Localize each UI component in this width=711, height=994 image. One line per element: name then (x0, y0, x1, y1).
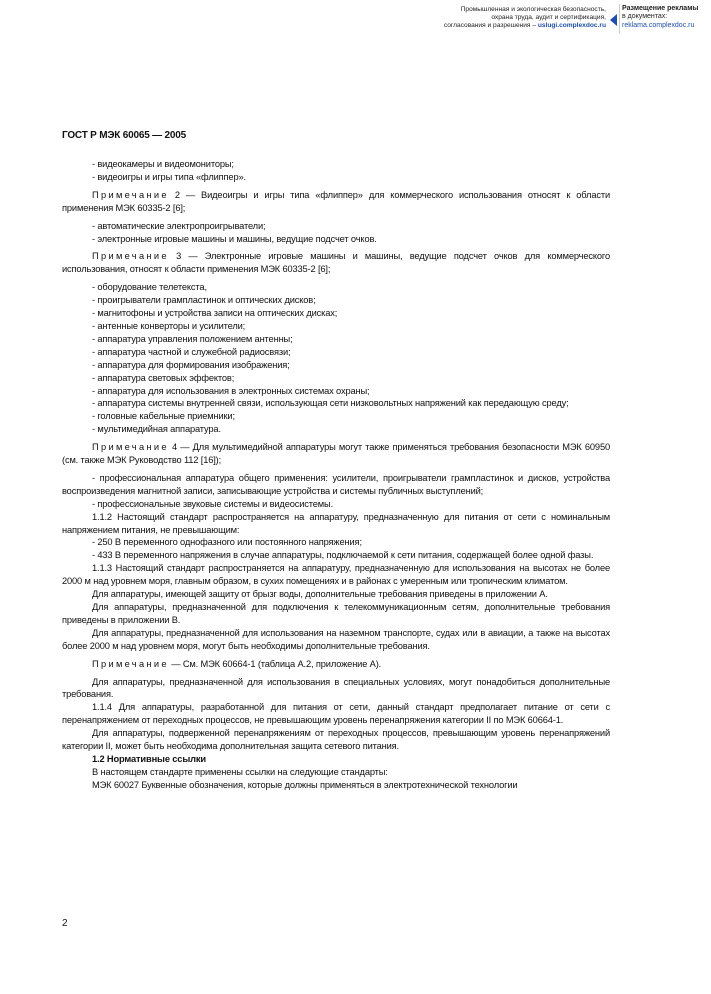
note (62, 441, 610, 467)
list-item: - антенные конверторы и усилители; (92, 320, 246, 331)
note-label: Примечание (92, 251, 169, 262)
note (62, 189, 610, 215)
services-line-3: согласования и разрешения – (443, 22, 538, 29)
paragraph: МЭК 60027 Буквенные обозначения, которые должны применяться в электротехнической технологии (92, 779, 518, 790)
list-item: - аппаратура системы внутренней связи, использующая сети низковольтных напряжений как передающую среду; (92, 398, 569, 409)
paragraph: 1.1.4 Для аппаратуры, разработанной для питания от сети, данный стандарт предполагает питание от сети с перенапряжением от переходных процессов, не превышающим уровень перенапряжения категории II по МЭК 60664-1. (62, 702, 610, 726)
note (62, 250, 610, 276)
paragraph: 1.1.3 Настоящий стандарт распространяется на аппаратуру, предназначенную для использования на высотах не более 2000 м над уровнем моря, главным образом, в сухих помещениях и в районах с умеренным или тропическим климатом. (62, 563, 610, 587)
page-number: 2 (62, 918, 68, 929)
paragraph: Для аппаратуры, предназначенной для подключения к телекоммуникационным сетям, дополнительные требования приведены в приложении В. (62, 602, 610, 625)
services-line-1: Промышленная и экологическая безопасность, (460, 6, 606, 13)
note-text: 3 — Электронные игровые машины и машины, ведущие подсчет очков для коммерческого использования, относят к области применения МЭК 60335-2 [6]; (62, 251, 610, 275)
list-item: - профессиональные звуковые системы и видеосистемы. (92, 498, 334, 509)
document-code: ГОСТ Р МЭК 60065 — 2005 (62, 130, 186, 141)
note (62, 658, 610, 671)
services-line-2: охрана труда, аудит и сертификация, (491, 14, 606, 21)
list-item: - магнитофоны и устройства записи на оптических дисках; (92, 308, 338, 319)
header-divider (619, 4, 620, 34)
list-item: - электронные игровые машины и машины, ведущие подсчет очков. (92, 233, 377, 244)
paragraph: Для аппаратуры, предназначенной для использования в специальных условиях, могут понадобиться дополнительные требования. (62, 676, 610, 700)
advertising-link[interactable]: reklama.complexdoc.ru (622, 21, 695, 29)
services-link[interactable]: uslugi.complexdoc.ru (537, 22, 606, 29)
note-text: — См. МЭК 60664-1 (таблица А.2, приложение А). (168, 658, 382, 669)
arrow-left-icon (610, 14, 617, 26)
list-item: - аппаратура для формирования изображения; (92, 359, 290, 370)
advertising-subtitle: в документах: (622, 13, 668, 21)
list-item: - мультимедийная аппаратура. (92, 424, 221, 435)
advertising-title: Размещение рекламы (622, 5, 699, 12)
list-item: - профессиональная аппаратура общего применения: усилители, проигрыватели грампластинок и дисков, устройства воспроизведения магнитной записи, записывающие устройства и системы публичных выступлений; (62, 472, 610, 496)
paragraph: Для аппаратуры, предназначенной для использования на наземном транспорте, судах или в авиации, а также на высотах более 2000 м над уровнем моря, могут быть необходимы дополнительные требования. (62, 627, 610, 651)
list-item: - 433 В переменного напряжения в случае аппаратуры, подключаемой к сети питания, содержащей более одной фазы. (92, 550, 594, 561)
list-item: - проигрыватели грампластинок и оптических дисков; (92, 295, 316, 306)
list-item: - аппаратура частной и служебной радиосвязи; (92, 346, 291, 357)
site-header (0, 2, 711, 42)
services-banner[interactable] (416, 6, 606, 30)
list-item: - оборудование телетекста, (92, 282, 207, 293)
note-label: Примечание (92, 442, 169, 453)
paragraph: Для аппаратуры, имеющей защиту от брызг воды, дополнительные требования приведены в приложении А. (92, 589, 548, 600)
paragraph: 1.1.2 Настоящий стандарт распространяется на аппаратуру, предназначенную для питания от сети с номинальным напряжением питания, не превышающим: (62, 511, 610, 535)
list-item: - видеоигры и игры типа «флиппер». (92, 171, 246, 182)
list-item: - видеокамеры и видеомониторы; (92, 159, 234, 169)
paragraph: Для аппаратуры, подверженной перенапряжениям от переходных процессов, превышающим уровень перенапряжений категории II, может быть необходима дополнительная защита сетевого питания. (62, 728, 610, 752)
list-item: - 250 В переменного однофазного или постоянного напряжения; (92, 537, 362, 548)
document-body (62, 158, 610, 792)
list-item: - аппаратура для использования в электронных системах охраны; (92, 385, 370, 396)
note-text: 2 — Видеоигры и игры типа «флиппер» для коммерческого использования относят к области применения МЭК 60335-2 [6]; (62, 189, 610, 213)
list-item: - аппаратура световых эффектов; (92, 372, 235, 383)
note-text: 4 — Для мультимедийной аппаратуры могут также применяться требования безопасности МЭК 60950 (см. также МЭК Руководство 112 [16]); (62, 442, 610, 466)
section-heading: 1.2 Нормативные ссылки (92, 753, 206, 764)
list-item: - аппаратура управления положением антенны; (92, 333, 293, 344)
list-item: - автоматические электропроигрыватели; (92, 220, 266, 231)
note-label: Примечание (92, 189, 169, 200)
list-item: - головные кабельные приемники; (92, 411, 235, 422)
note-label: Примечание (92, 658, 169, 669)
paragraph: В настоящем стандарте применены ссылки на следующие стандарты: (92, 766, 388, 777)
advertising-banner[interactable] (622, 5, 710, 30)
